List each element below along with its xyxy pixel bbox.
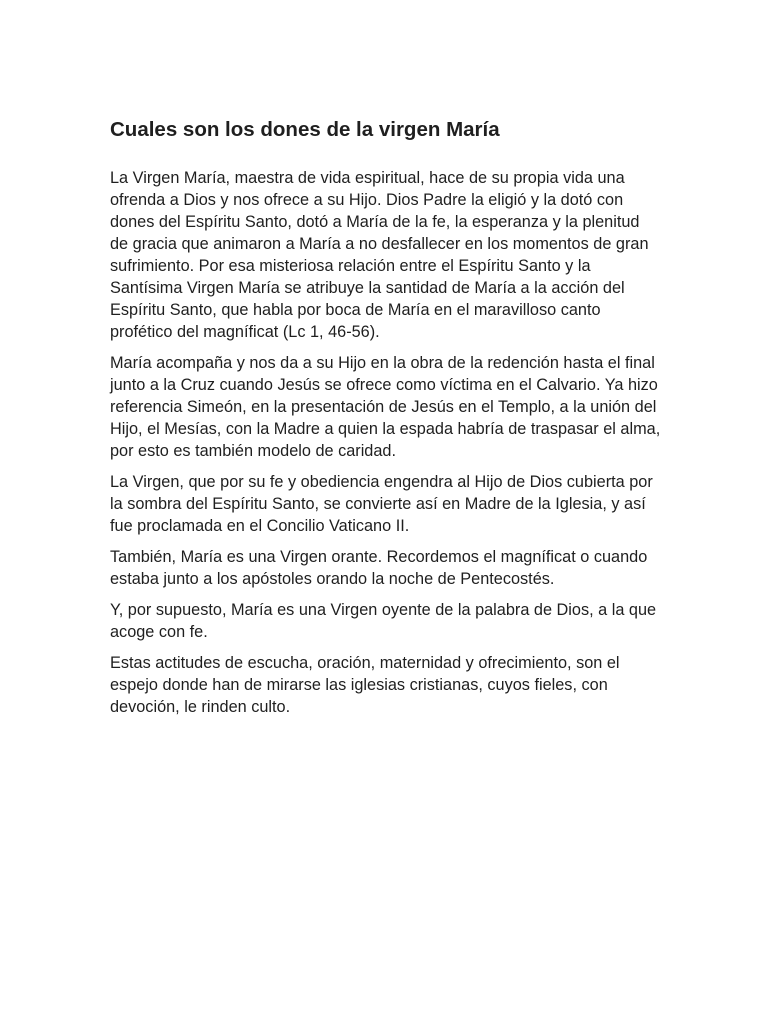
paragraph-4: También, María es una Virgen orante. Recordemos el magníficat o cuando estaba junto a los apóstoles orando la noche de Pentecostés.	[110, 548, 648, 588]
paragraph-1: La Virgen María, maestra de vida espiritual, hace de su propia vida una ofrenda a Dios y nos ofrece a su Hijo. Dios Padre la eligió y la dotó con dones del Espíritu Santo, dotó a María de la fe, la esperanza y la plenitud de gracia que animaron a María a no desfallecer en los momentos de gran sufrimiento. Por esa misteriosa relación entre el Espíritu Santo y la Santísima Virgen María se atribuye la santidad de María a la acción del Espíritu Santo, que habla por boca de María en el maravilloso canto profético del magníficat (Lc 1, 46-56).	[110, 169, 649, 341]
document-content	[110, 117, 662, 727]
paragraph-5: Y, por supuesto, María es una Virgen oyente de la palabra de Dios, a la que acoge con fe.	[110, 601, 657, 641]
paragraph-2: María acompaña y nos da a su Hijo en la obra de la redención hasta el final junto a la Cruz cuando Jesús se ofrece como víctima en el Calvario. Ya hizo referencia Simeón, en la presentación de Jesús en el Templo, a la unión del Hijo, el Mesías, con la Madre a quien la espada habría de traspasar el alma, por esto es también modelo de caridad.	[110, 354, 661, 460]
document-title: Cuales son los dones de la virgen María	[110, 118, 500, 141]
paragraph-3: La Virgen, que por su fe y obediencia engendra al Hijo de Dios cubierta por la sombra del Espíritu Santo, se convierte así en Madre de la Iglesia, y así fue proclamada en el Concilio Vaticano II.	[110, 473, 653, 535]
paragraph-6: Estas actitudes de escucha, oración, maternidad y ofrecimiento, son el espejo donde han de mirarse las iglesias cristianas, cuyos fieles, con devoción, le rinden culto.	[110, 654, 620, 716]
